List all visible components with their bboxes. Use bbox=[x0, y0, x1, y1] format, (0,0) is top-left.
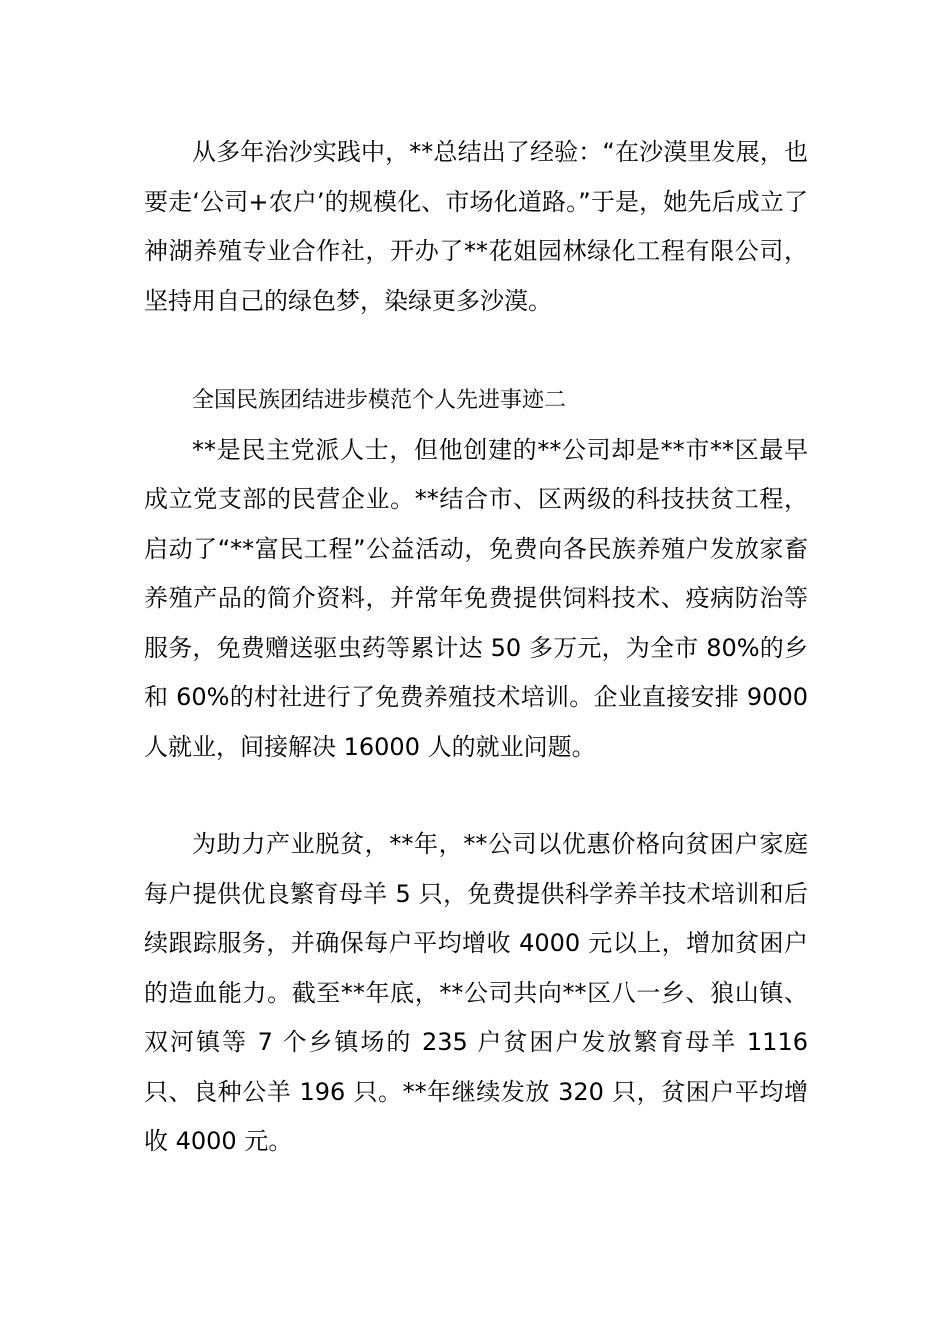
paragraph-desert-experience: 从多年治沙实践中，**总结出了经验：“在沙漠里发展，也要走‘公司+农户’的规模化、市场化道路。”于是，她先后成立了神湖养殖专业合作社，开办了**花姐园林绿化工程有限公司，坚持用自己的绿色梦，染绿更多沙漠。 bbox=[144, 138, 808, 315]
section-heading: 全国民族团结进步模范个人先进事迹二 bbox=[192, 388, 567, 413]
paragraph-poverty-relief: 为助力产业脱贫，**年，**公司以优惠价格向贫困户家庭每户提供优良繁育母羊 5 只，免费提供科学养羊技术培训和后续跟踪服务，并确保每户平均增收 4000 元以上，增加贫困户的造血能力。截至**年底，**公司共向**区八一乡、狼山镇、双河镇等 7 个乡镇场的 235 户贫困户发放繁育母羊 1116 只、良种公羊 196 只。**年继续发放 320 只，贫困户平均增收 4000 元。 bbox=[144, 830, 808, 1155]
document-body bbox=[144, 128, 808, 1167]
paragraph-company-charity: **是民主党派人士，但他创建的**公司却是**市**区最早成立党支部的民营企业。**结合市、区两级的科技扶贫工程，启动了“**富民工程”公益活动，免费向各民族养殖户发放家畜养殖产品的简介资料，并常年免费提供饲料技术、疫病防治等服务，免费赠送驱虫药等累计达 50 多万元，为全市 80%的乡和 60%的村社进行了免费养殖技术培训。企业直接安排 9000 人就业，间接解决 16000 人的就业问题。 bbox=[144, 435, 808, 761]
